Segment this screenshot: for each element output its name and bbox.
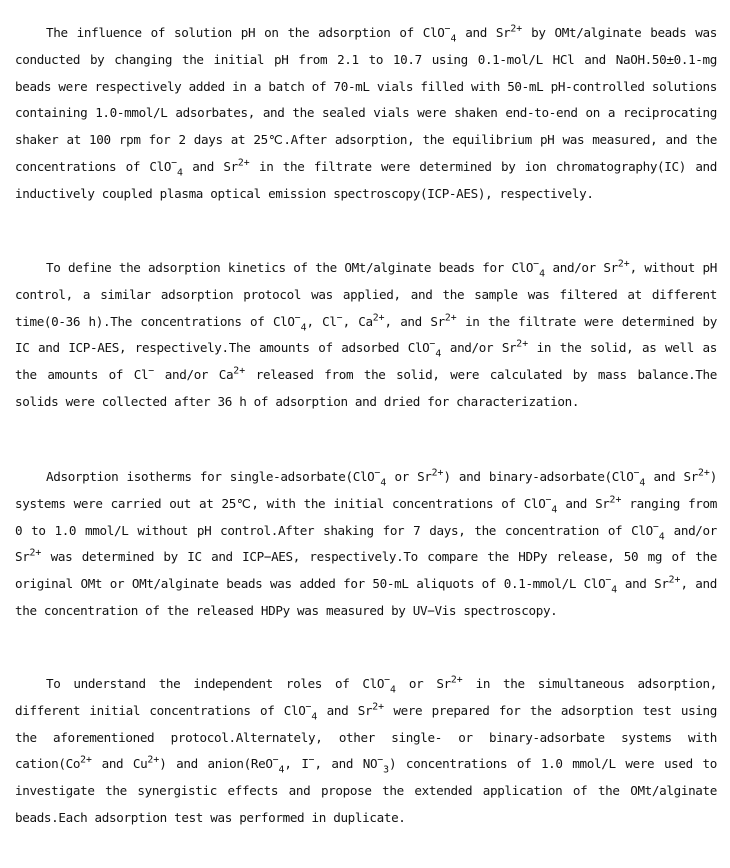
subscript-text: 4 [435,348,442,360]
superscript-text: − [294,312,301,324]
paragraph-adsorption-kinetics [15,255,717,416]
text-segment: in the filtrate were determined by ion chromatography(IC) and inductively coupled plasma optical emission spectroscopy(ICP-AES), respectively. [15,158,718,201]
superscript-text: − [377,755,384,766]
text-segment: and/or Sr [15,522,717,565]
text-segment: and Sr [456,25,511,40]
superscript-text: − [374,467,381,479]
superscript-text: 2+ [372,312,385,324]
text-segment: and Sr [617,576,669,592]
superscript-text: − [444,23,451,35]
text-segment: by OMt/alginate beads was conducted by changing the initial pH from 2.1 to 10.7 using 0.1-mol/L HCl and NaOH.50±0.1-mg beads were respectively added in a batch of 70-mL vials filled with 50-mL pH-controlled solutions containing 1.0-mmol/L adsorbates, and the sealed vials were shaken end-to-end on a reciprocating shaker at 100 rpm for 2 days at 25℃.After adsorption, the equilibrium pH was measured, and the concentrations of ClO [15,25,717,174]
superscript-text: − [171,157,178,169]
text-segment: and Cu [91,756,148,772]
text-segment: in the simultaneous adsorption, different initial concentrations of ClO [15,676,717,718]
superscript-text: 2+ [80,755,92,766]
subscript-text: 4 [380,477,387,489]
superscript-text: 2+ [516,339,529,350]
text-segment: and/or Ca [154,367,234,383]
superscript-text: − [336,312,343,324]
subscript-text: 4 [177,167,183,179]
text-segment: and/or Sr [441,340,517,356]
text-segment: , I [284,756,309,772]
paragraph-independent-roles [15,671,717,832]
superscript-text: 2+ [237,157,250,169]
text-segment: , without pH control, a similar adsorption protocol was applied, and the sample was filtered at different time(0-36 h).The concentrations of ClO [15,260,717,329]
subscript-text: 4 [300,322,307,334]
text-segment: and Sr [182,158,238,174]
superscript-text: − [533,258,540,270]
text-segment: , and the concentration of the released HDPy was measured by UV−Vis spectroscopy. [15,576,717,618]
subscript-text: 4 [611,584,618,596]
superscript-text: − [272,755,279,766]
subscript-text: 4 [390,684,396,696]
superscript-text: − [652,521,659,533]
text-segment: ) concentrations of 1.0 mmol/L were used to investigate the synergistic effects and propose the extended application of the OMt/alginate beads.Each adsorption test was performed in duplicate. [15,756,718,825]
text-segment: and Sr [317,702,373,718]
superscript-text: 2+ [29,548,42,559]
text-segment: Adsorption isotherms for single-adsorbate(ClO [46,469,375,484]
text-segment: in the filtrate were determined by IC and ICP-AES, respectively.The amounts of adsorbed ClO [15,313,718,356]
paragraph-adsorption-isotherms [15,464,717,625]
text-segment: ranging from 0 to 1.0 mmol/L without pH control.After shaking for 7 days, the concentration of ClO [15,495,717,538]
superscript-text: 2+ [147,755,160,766]
superscript-text: 2+ [372,701,385,713]
text-segment: , and Sr [384,313,445,329]
superscript-text: − [429,339,436,350]
text-segment: The influence of solution pH on the adsorption of ClO [46,25,445,40]
superscript-text: − [308,755,315,766]
text-segment: and Sr [645,469,698,484]
subscript-text: 4 [278,764,285,776]
superscript-text: 2+ [668,574,681,586]
text-segment: in the solid, as well as the amounts of Cl [15,340,717,383]
text-segment: , and NO [314,756,378,772]
superscript-text: 2+ [609,494,622,506]
text-segment: and/or Sr [545,260,618,275]
subscript-text: 3 [383,764,390,776]
superscript-text: 2+ [510,23,523,35]
subscript-text: 4 [551,504,558,516]
text-segment: was determined by IC and ICP−AES, respectively.To compare the HDPy release, 50 mg of the original OMt or OMt/alginate beads was added for 50-mL aliquots of 0.1-mmol/L ClO [15,549,717,592]
subscript-text: 4 [450,33,457,45]
superscript-text: 2+ [233,365,246,377]
text-segment: or Sr [386,469,432,484]
superscript-text: − [305,701,312,713]
superscript-text: − [384,674,391,686]
superscript-text: 2+ [431,467,444,479]
text-segment: released from the solid, were calculated by mass balance.The solids were collected after 36 h of adsorption and dried for characterization. [15,367,717,409]
text-segment: To define the adsorption kinetics of the OMt/alginate beads for ClO [46,260,534,275]
text-segment: , Cl [306,313,337,329]
superscript-text: 2+ [697,467,710,479]
subscript-text: 4 [658,531,665,543]
superscript-text: − [545,494,552,506]
text-segment: or Sr [395,676,451,691]
text-segment: To understand the independent roles of ClO [46,676,385,691]
subscript-text: 4 [639,477,646,489]
superscript-text: 2+ [450,674,463,686]
text-segment: ) systems were carried out at 25℃, with the initial concentrations of ClO [15,469,717,511]
text-segment: , Ca [342,313,373,329]
text-segment: ) and binary-adsorbate(ClO [443,469,634,484]
superscript-text: 2+ [444,312,457,324]
paragraph-ph-adsorption [15,20,717,208]
superscript-text: − [605,574,612,586]
text-segment: ) and anion(ReO [159,756,273,772]
text-segment: were prepared for the adsorption test using the aforementioned protocol.Alternately, other single- or binary-adsorbate systems with cation(Co [15,702,717,772]
subscript-text: 4 [539,268,545,280]
text-segment: and Sr [557,495,610,511]
superscript-text: 2+ [617,258,630,270]
subscript-text: 4 [311,711,318,723]
superscript-text: − [148,365,155,377]
superscript-text: − [633,467,640,479]
